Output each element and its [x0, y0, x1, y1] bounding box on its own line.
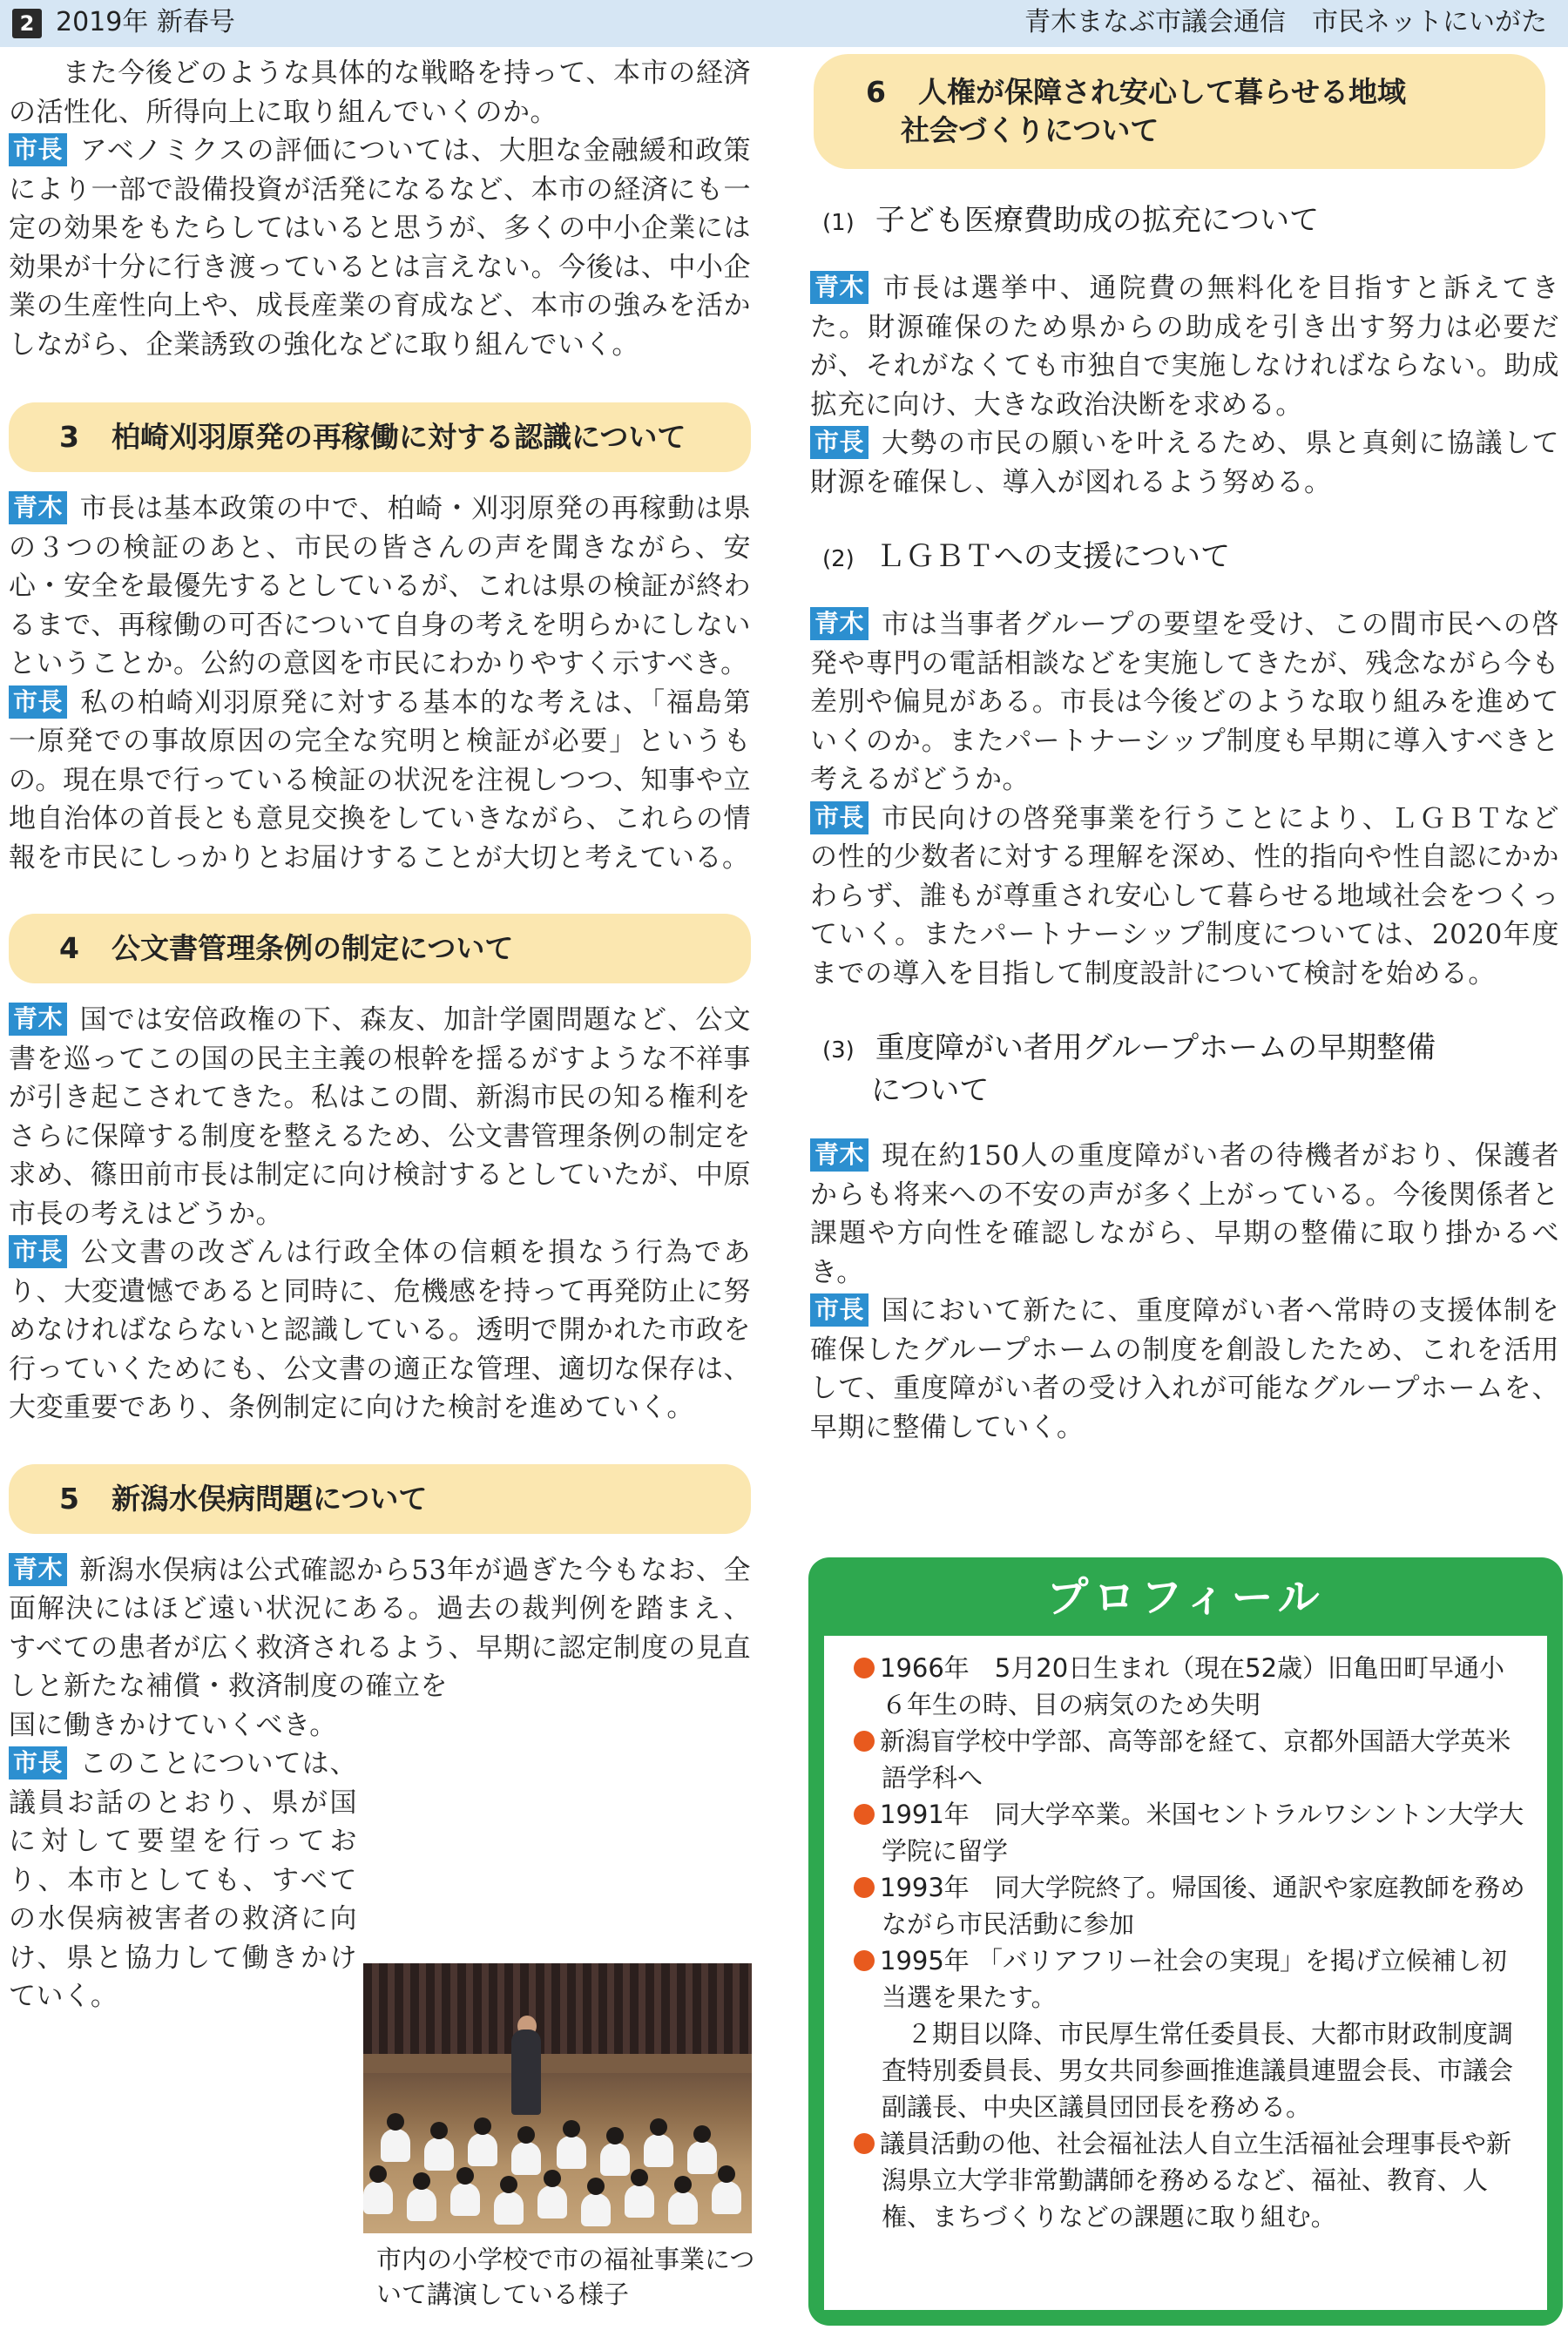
- subsection-3-heading: (3) 重度障がい者用グループホームの早期整備 について: [822, 1030, 1436, 1108]
- subsection-1-mayor: 市長 大勢の市民の願いを叶えるため、県と真剣に協議して財源を確保し、導入が図れるよう努める。: [810, 428, 1559, 498]
- subsection-3-aoki: 青木 現在約150人の重度障がい者の待機者がおり、保護者からも将来への不安の声が多く上がっている。今後関係者と課題や方向性を確認しながら、早期の整備に取り掛かるべき。: [810, 1140, 1559, 1288]
- bullet-icon: [854, 1804, 875, 1825]
- profile-item: 新潟盲学校中学部、高等部を経て、京都外国語大学英米語学科へ: [854, 1723, 1530, 1796]
- child-figure: [537, 2185, 567, 2219]
- profile-item: 議員活動の他、社会福祉法人自立生活福祉会理事長や新潟県立大学非常勤講師を務めるなど、福祉、教育、人権、まちづくりなどの課題に取り組む。: [854, 2125, 1530, 2235]
- child-figure: [468, 2133, 497, 2166]
- section-6-heading: 6 人権が保障され安心して暮らせる地域 社会づくりについて: [814, 54, 1545, 169]
- issue-label: 2019年 新春号: [56, 7, 235, 37]
- right-column: [810, 54, 1559, 1447]
- mayor-label: 市長: [9, 685, 67, 719]
- section-5-aoki: 青木 新潟水俣病は公式確認から53年が過ぎた今もなお、全面解決にはほど遠い状況にある。過去の裁判例を踏まえ、すべての患者が広く救済されるよう、早期に認定制度の見直しと新たな補償・救済制度の確立を: [9, 1554, 751, 1702]
- subsection-2-heading: (2) ＬＧＢＴへの支援について: [822, 539, 1231, 574]
- child-figure: [668, 2192, 698, 2225]
- bullet-icon: [854, 1731, 875, 1752]
- child-figure: [407, 2188, 436, 2221]
- mayor-label: 市長: [810, 801, 868, 834]
- aoki-label: 青木: [9, 491, 67, 524]
- section-4-mayor: 市長 公文書の改ざんは行政全体の信頼を損なう行為であり、大変遺憾であると同時に、危機感を持って再発防止に努めなければならないと認識している。透明で開かれた市政を行っていくためにも、公文書の適正な管理、適切な保存は、大変重要であり、条例制定に向けた検討を進めていく。: [9, 1237, 751, 1423]
- left-column: [9, 54, 751, 2016]
- subsection-1-aoki: 青木 市長は選挙中、通院費の無料化を目指すと訴えてきた。財源確保のため県からの助成を引き出す努力は必要だが、それがなくても市独自で実施しなければならない。助成拡充に向け、大きな政治決断を求める。: [810, 273, 1559, 421]
- child-figure: [581, 2193, 611, 2226]
- section-3-mayor: 市長 私の柏崎刈羽原発に対する基本的な考えは、「福島第一原発での事故原因の完全な究明と検証が必要」というもの。現在県で行っている検証の状況を注視しつつ、知事や立地自治体の首長とも意見交換をしていきながら、これらの情報を市民にしっかりとお届けすることが大切と考えている。: [9, 686, 751, 874]
- mayor-label: 市長: [9, 1235, 67, 1268]
- subsection-3-mayor: 市長 国において新たに、重度障がい者へ常時の支援体制を確保したグループホームの制度を創設したため、これを活用して、重度障がい者の受け入れが可能なグループホームを、早期に整備していく。: [810, 1295, 1559, 1443]
- mayor-label: 市長: [810, 1293, 868, 1327]
- child-figure: [687, 2141, 717, 2174]
- profile-item: 1991年 同大学卒業。米国セントラルワシントン大学大学院に留学: [854, 1796, 1530, 1869]
- aoki-label: 青木: [810, 1138, 868, 1172]
- stage-edge: [363, 2054, 752, 2073]
- aoki-label: 青木: [810, 607, 868, 640]
- lecture-photo: [363, 1963, 752, 2233]
- aoki-label: 青木: [9, 1003, 67, 1036]
- child-figure: [363, 2181, 393, 2214]
- section-4-aoki: 青木 国では安倍政権の下、森友、加計学園問題など、公文書を巡ってこの国の民主主義の根幹を揺るがすような不祥事が引き起こされてきた。私はこの間、新潟市民の知る権利をさらに保障する制度を整えるため、公文書管理条例の制定を求め、篠田前市長は制定に向け検討するとしていたが、中原市長の考えはどうか。: [9, 1004, 751, 1230]
- intro-question: また今後どのような具体的な戦略を持って、本市の経済の活性化、所得向上に取り組んでいくのか。: [9, 57, 751, 128]
- profile-content: [824, 1636, 1547, 2310]
- mayor-label: 市長: [810, 426, 868, 459]
- section-4-heading: 4 公文書管理条例の制定について: [9, 914, 751, 983]
- bullet-icon: [854, 1658, 875, 1678]
- profile-box: [808, 1557, 1563, 2326]
- newsletter-title: 青木まなぶ市議会通信 市民ネットにいがた: [1024, 7, 1547, 37]
- photo-caption: 市内の小学校で市の福祉事業について講演している様子: [376, 2245, 755, 2309]
- subsection-2-mayor: 市長 市民向けの啓発事業を行うことにより、ＬＧＢＴなどの性的少数者に対する理解を深め、性的指向や性自認にかかわらず、誰もが尊重され安心して暮らせる地域社会をつくっていく。またパートナーシップ制度については、2020年度までの導入を目指して制度設計について検討を始める。: [810, 802, 1559, 989]
- section-5-aoki-end: 国に働きかけていくべき。: [9, 1709, 337, 1741]
- child-figure: [625, 2185, 654, 2218]
- child-figure: [494, 2192, 524, 2225]
- page-header: [0, 0, 1568, 47]
- profile-item: 1966年 5月20日生まれ（現在52歳）旧亀田町早通小６年生の時、目の病気のため失明: [854, 1650, 1530, 1723]
- bullet-icon: [854, 1950, 875, 1971]
- profile-item: 1993年 同大学院終了。帰国後、通訳や家庭教師を務めながら市民活動に参加: [854, 1869, 1530, 1942]
- section-5-mayor: 市長 このことについては、議員お話のとおり、県が国に対して要望を行っており、本市としても、すべての水俣病被害者の救済に向け、県と協力して働きかけていく。: [9, 1748, 357, 2012]
- bullet-icon: [854, 2133, 875, 2154]
- speaker-figure: [511, 2029, 541, 2115]
- section-5-heading: 5 新潟水俣病問題について: [9, 1464, 751, 1534]
- bullet-icon: [854, 1877, 875, 1898]
- profile-item: 1995年 「バリアフリー社会の実現」を掲げ立候補し初当選を果たす。: [854, 1942, 1530, 2016]
- subsection-2-aoki: 青木 市は当事者グループの要望を受け、この間市民への啓発や専門の電話相談などを実施してきたが、残念ながら今も差別や偏見がある。市長は今後どのような取り組みを進めていくのか。またパートナーシップ制度も早期に導入すべきと考えるがどうか。: [810, 609, 1559, 795]
- intro-mayor-answer: 市長 アベノミクスの評価については、大胆な金融緩和政策により一部で設備投資が活発になるなど、本市の経済にも一定の効果をもたらしてはいると思うが、多くの中小企業には効果が十分に行き渡っているとは言えない。今後は、中小企業の生産性向上や、成長産業の育成など、本市の強みを活かしながら、企業誘致の強化などに取り組んでいく。: [9, 135, 751, 361]
- child-figure: [712, 2181, 741, 2214]
- aoki-label: 青木: [9, 1553, 67, 1586]
- child-figure: [424, 2138, 454, 2171]
- profile-continuation: ２期目以降、市民厚生常任委員長、大都市財政制度調査特別委員長、男女共同参画推進議員連盟会長、市議会副議長、中央区議員団団長を務める。: [882, 2019, 1514, 2122]
- profile-title: プロフィール: [1046, 1573, 1325, 1622]
- page-number: 2: [12, 9, 42, 38]
- child-figure: [644, 2134, 673, 2167]
- child-figure: [600, 2143, 630, 2176]
- child-figure: [511, 2142, 541, 2175]
- section-3-heading: 3 柏崎刈羽原発の再稼働に対する認識について: [9, 402, 751, 472]
- subsection-1-heading: (1) 子ども医療費助成の拡充について: [822, 203, 1320, 238]
- mayor-label: 市長: [9, 1746, 67, 1780]
- section-3-aoki: 青木 市長は基本政策の中で、柏崎・刈羽原発の再稼動は県の３つの検証のあと、市民の皆さんの声を聞きながら、安心・安全を最優先するとしているが、これは県の検証が終わるまで、再稼働の可否について自身の考えを明らかにしないということか。公約の意図を市民にわかりやすく示すべき。: [9, 493, 751, 679]
- stage-curtain: [363, 1963, 752, 2059]
- child-figure: [450, 2183, 480, 2216]
- mayor-label: 市長: [9, 133, 67, 166]
- child-figure: [381, 2129, 410, 2162]
- aoki-label: 青木: [810, 271, 868, 304]
- child-figure: [557, 2136, 586, 2169]
